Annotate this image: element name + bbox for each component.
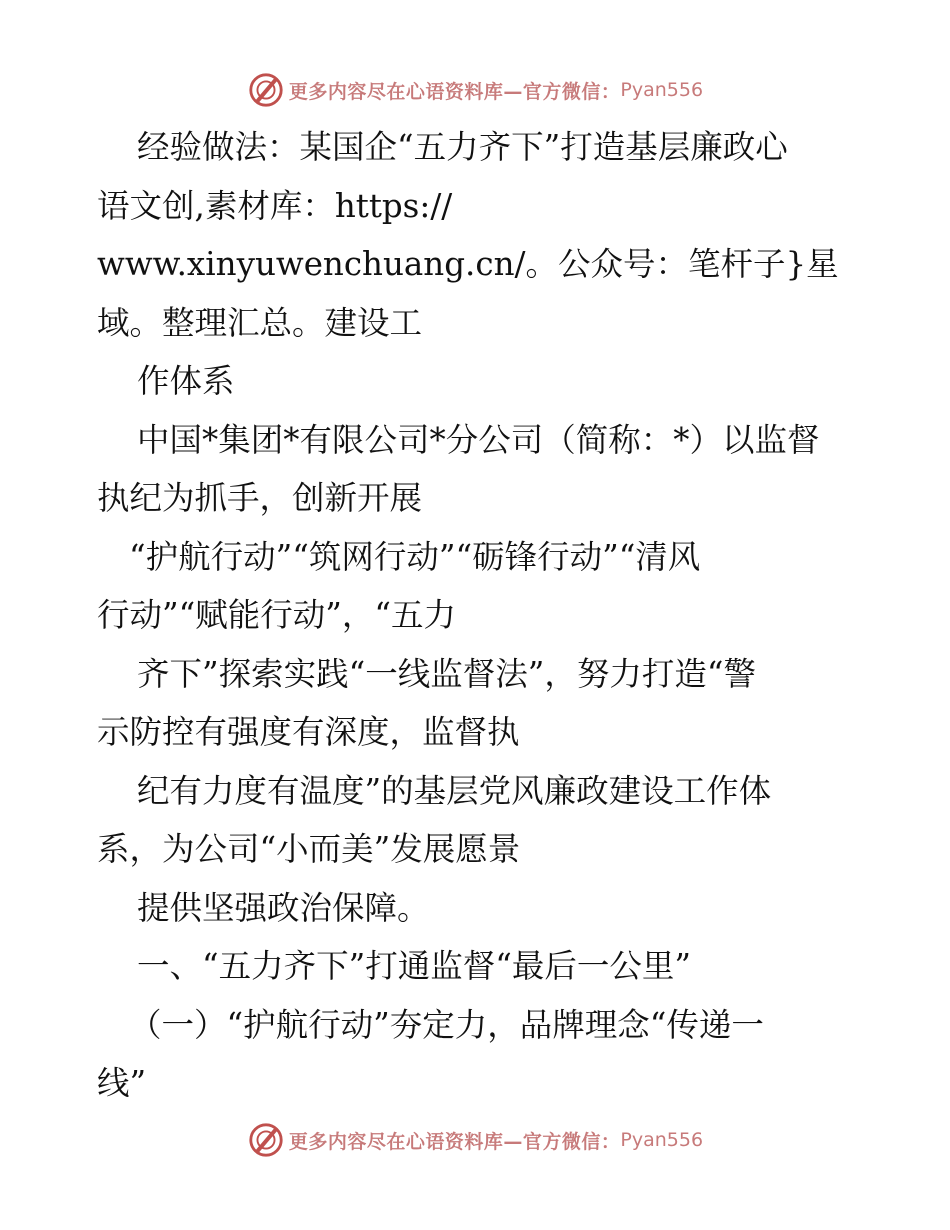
text-line: 域。整理汇总。建设工	[97, 303, 423, 342]
logo-icon	[247, 1121, 285, 1159]
banner-wechat-id: Pyan556	[620, 79, 704, 101]
text-line: 纪有力度有温度”的基层党风廉政建设工作体	[137, 771, 772, 810]
logo-icon	[247, 71, 285, 109]
text-line: 齐下”探索实践“一线监督法”，努力打造“警	[137, 654, 756, 693]
text-line: 作体系	[137, 362, 235, 400]
text-line: 示防控有强度有深度，监督执	[97, 713, 520, 751]
text-line: 语文创,素材库：https://	[97, 186, 453, 225]
footer-banner	[0, 1120, 950, 1160]
banner-wechat-id: Pyan556	[620, 1129, 704, 1151]
text-line: 中国*集团*有限公司*分公司（简称：*）以监督	[137, 420, 820, 459]
subsection-heading: （一）“护航行动”夯定力，品牌理念“传递一	[129, 1005, 764, 1044]
text-line: 提供坚强政治保障。	[137, 888, 430, 927]
text-line: 线”	[97, 1064, 147, 1102]
section-heading: 一、“五力齐下”打通监督“最后一公里”	[137, 947, 691, 985]
text-line: 经验做法：某国企“五力齐下”打造基层廉政心	[137, 128, 788, 166]
text-line: “护航行动”“筑网行动”“砺锋行动”“清风	[129, 537, 701, 576]
banner-text: 更多内容尽在心语资料库—官方微信：	[288, 1130, 621, 1153]
text-line: 系，为公司“小而美”发展愿景	[97, 830, 521, 868]
header-banner	[0, 70, 950, 110]
text-line: www.xinyuwenchuang.cn/。公众号：笔杆子}星	[97, 245, 839, 283]
banner-text: 更多内容尽在心语资料库—官方微信：	[288, 80, 621, 103]
document-body	[97, 118, 857, 1113]
text-line: 执纪为抓手，创新开展	[97, 479, 423, 517]
text-line: 行动”“赋能行动”，“五力	[97, 596, 456, 634]
